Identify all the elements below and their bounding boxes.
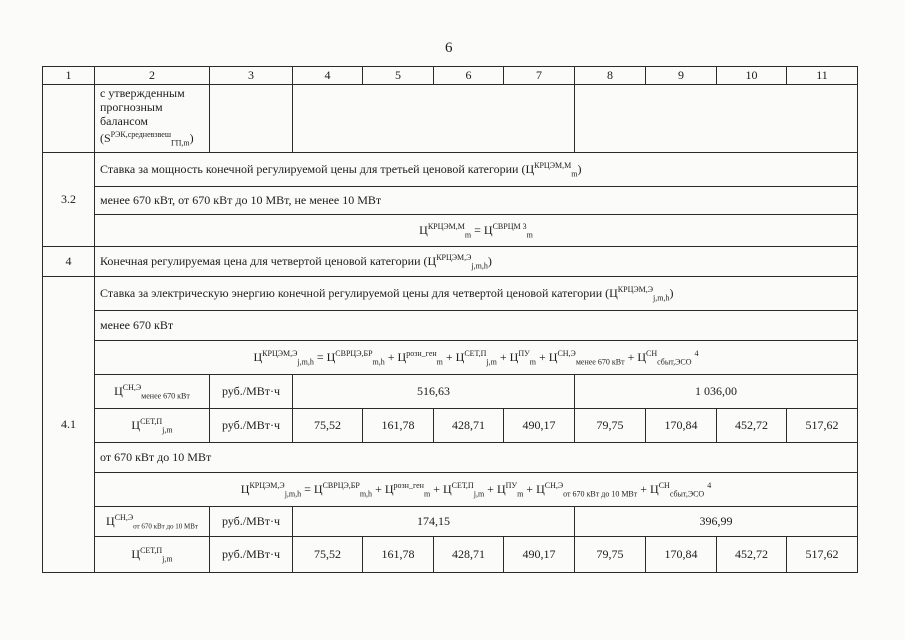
group-2-set-symbol: $Ц^{СЕТ,П}_{j,m}$: [95, 537, 210, 573]
group-1-set-value: 452,72: [717, 409, 787, 443]
group-1-set-row: [43, 409, 858, 443]
group-1-set-value: 517,62: [787, 409, 858, 443]
group-2-sn-row: [43, 507, 858, 537]
header-col-11: 11: [787, 67, 858, 85]
group-2-label: от 670 кВт до 10 МВт: [95, 443, 858, 473]
section-3-2-title-row: [43, 153, 858, 187]
group-1-set-value: 428,71: [434, 409, 504, 443]
header-col-7: 7: [504, 67, 575, 85]
group-1-sn-unit: руб./МВт·ч: [210, 375, 293, 409]
section-4-title: Конечная регулируемая цена для четвертой ценовой категории $(Ц^{КРЦЭМ,Э}_{j,m,h})$: [95, 247, 858, 277]
header-col-9: 9: [646, 67, 717, 85]
balance-symbol: $(S^{РЭК,средневзвеш}_{ГП,m})$: [100, 130, 194, 148]
group-2-set-row: [43, 537, 858, 573]
balance-line-1: с утвержденным: [100, 86, 185, 101]
footnote-marker: 4: [707, 480, 712, 490]
group-1-formula-row: [43, 341, 858, 375]
section-4-row: [43, 247, 858, 277]
group-1-set-value: 490,17: [504, 409, 575, 443]
group-1-sn-value-1: 516,63: [293, 375, 575, 409]
section-3-2-range: менее 670 кВт, от 670 кВт до 10 МВт, не менее 10 МВт: [95, 187, 858, 215]
balance-label-cell: [95, 85, 210, 153]
header-col-6: 6: [434, 67, 504, 85]
header-col-5: 5: [363, 67, 434, 85]
section-3-2-formula-row: [43, 215, 858, 247]
group-1-set-value: 170,84: [646, 409, 717, 443]
group-2-sn-symbol: $Ц^{СН,Э}_{от 670 кВт до 10 МВт}$: [95, 507, 210, 537]
balance-values-1: [293, 85, 575, 153]
group-1-sn-symbol: $Ц^{СН,Э}_{менее 670 кВт}$: [95, 375, 210, 409]
group-2-label-row: [43, 443, 858, 473]
group-2-sn-value-1: 174,15: [293, 507, 575, 537]
group-1-set-value: 79,75: [575, 409, 646, 443]
section-4-1-title-row: [43, 277, 858, 311]
group-1-sn-row: [43, 375, 858, 409]
tariff-table: [42, 66, 858, 573]
header-col-4: 4: [293, 67, 363, 85]
group-1-set-symbol: $Ц^{СЕТ,П}_{j,m}$: [95, 409, 210, 443]
group-2-set-value: 161,78: [363, 537, 434, 573]
group-2-set-value: 452,72: [717, 537, 787, 573]
balance-row: [43, 85, 858, 153]
group-2-formula-row: [43, 473, 858, 507]
header-col-1: 1: [43, 67, 95, 85]
group-2-set-unit: руб./МВт·ч: [210, 537, 293, 573]
balance-values-2: [575, 85, 858, 153]
group-1-sn-value-2: 1 036,00: [575, 375, 858, 409]
group-2-set-value: 75,52: [293, 537, 363, 573]
header-col-8: 8: [575, 67, 646, 85]
group-1-set-value: 161,78: [363, 409, 434, 443]
section-3-2-formula: $Ц^{КРЦЭМ,М}_m = Ц^{СВРЦМ 3}_m$: [95, 215, 858, 247]
footnote-marker: 4: [694, 348, 699, 358]
balance-line-3: балансом: [100, 114, 148, 129]
group-2-formula: $Ц^{КРЦЭМ,Э}_{j,m,h} = Ц^{СВРЦЭ,БР}_{m,h} + Ц^{розн\_ген}_m + Ц^{СЕТ,П}_{j,m} + Ц^{ПУ}_m + Ц^{СН,Э}_{от 670 кВт до 10 МВт} + Ц^{СН}_{сбыт,ЭСО}$ $^4$: [95, 473, 858, 507]
header-col-10: 10: [717, 67, 787, 85]
balance-unit-cell: [210, 85, 293, 153]
group-1-label-row: [43, 311, 858, 341]
section-4-1-number: 4.1: [43, 277, 95, 573]
group-2-set-value: 79,75: [575, 537, 646, 573]
header-col-3: 3: [210, 67, 293, 85]
group-1-set-unit: руб./МВт·ч: [210, 409, 293, 443]
group-2-set-value: 428,71: [434, 537, 504, 573]
page-number: 6: [445, 40, 453, 56]
group-2-set-value: 170,84: [646, 537, 717, 573]
group-2-set-value: 490,17: [504, 537, 575, 573]
group-2-set-value: 517,62: [787, 537, 858, 573]
section-4-number: 4: [43, 247, 95, 277]
group-1-formula: $Ц^{КРЦЭМ,Э}_{j,m,h} = Ц^{СВРЦЭ,БР}_{m,h} + Ц^{розн\_ген}_m + Ц^{СЕТ,П}_{j,m} + Ц^{ПУ}_m + Ц^{СН,Э}_{менее 670 кВт} + Ц^{СН}_{сбыт,ЭСО}$ $^4$: [95, 341, 858, 375]
header-row: [43, 67, 858, 85]
group-2-sn-value-2: 396,99: [575, 507, 858, 537]
section-4-1-title: Ставка за электрическую энергию конечной регулируемой цены для четвертой ценовой категории $(Ц^{КРЦЭМ,Э}_{j,m,h})$: [95, 277, 858, 311]
group-2-sn-unit: руб./МВт·ч: [210, 507, 293, 537]
balance-num-cell: [43, 85, 95, 153]
group-1-label: менее 670 кВт: [95, 311, 858, 341]
group-1-set-value: 75,52: [293, 409, 363, 443]
section-3-2-number: 3.2: [43, 153, 95, 247]
header-col-2: 2: [95, 67, 210, 85]
section-3-2-range-row: [43, 187, 858, 215]
section-3-2-title: Ставка за мощность конечной регулируемой цены для третьей ценовой категории $(Ц^{КРЦЭМ,М}_m)$: [95, 153, 858, 187]
balance-line-2: прогнозным: [100, 100, 163, 115]
